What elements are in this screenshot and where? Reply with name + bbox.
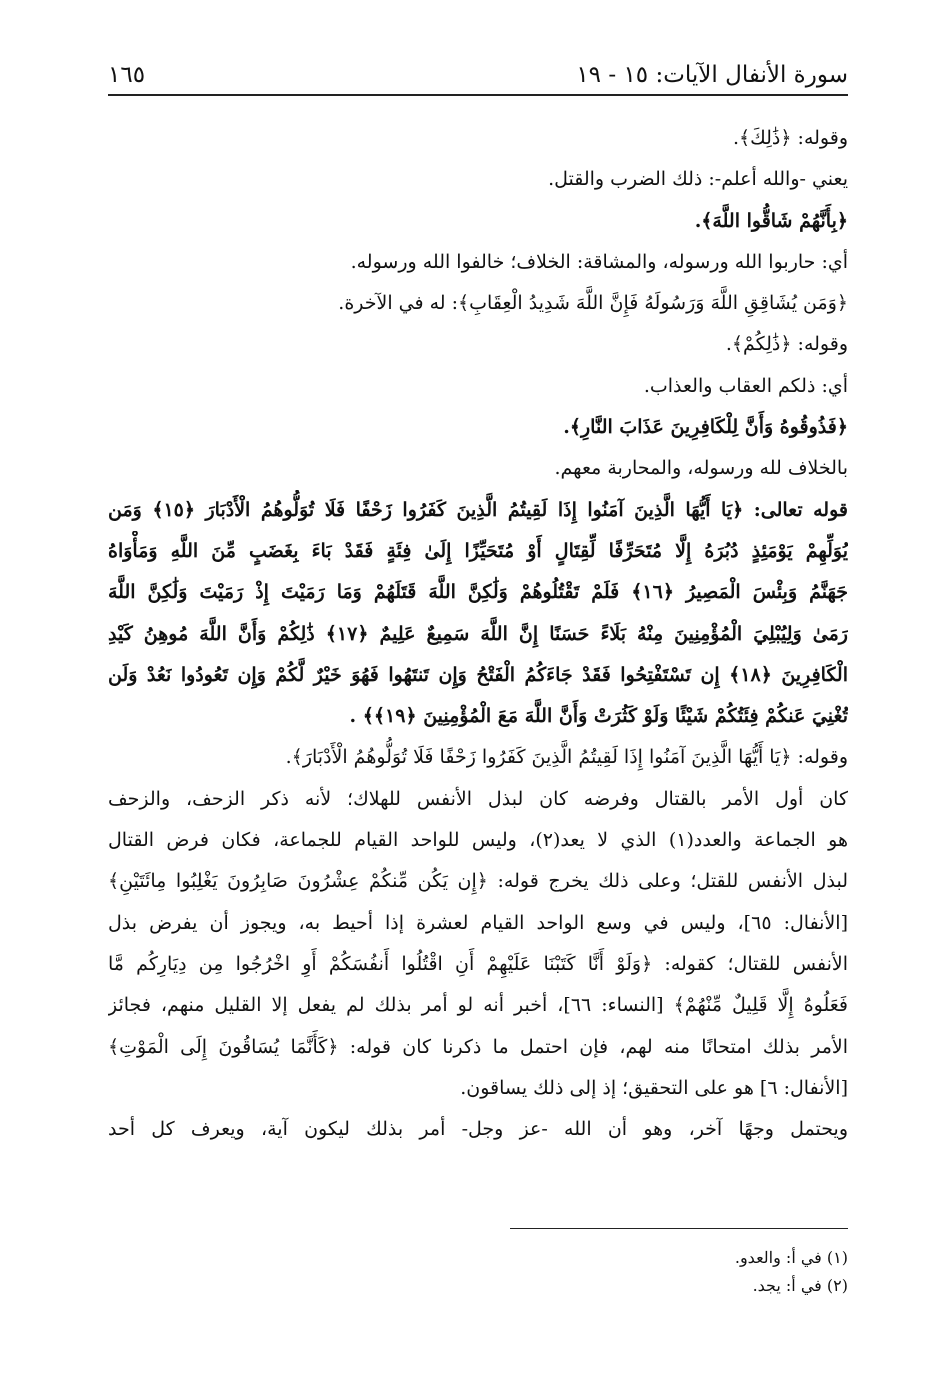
text-line: [الأنفال: ٦٥]، وليس في وسع الواحد القيام لعشرة إذا أحيط به، ويجوز أن يفرض بذل	[108, 911, 848, 934]
text-line: أي: حاربوا الله ورسوله، والمشاقة: الخلاف؛ خالفوا الله ورسوله.	[350, 250, 848, 273]
main-text	[108, 118, 848, 1150]
verse-line: ﴿بِأَنَّهُمْ شَاقُّوا اللَّهَ﴾.	[694, 209, 848, 232]
text-line: [الأنفال: ٦] هو على التحقيق؛ إذ إلى ذلك يساقون.	[460, 1076, 848, 1099]
text-line: الأنفس للقتال؛ كقوله: ﴿وَلَوْ أَنَّا كَتَبْنَا عَلَيْهِمْ أَنِ اقْتُلُوا أَنفُسَكُمْ أَوِ اخْرُجُوا مِن دِيَارِكُم مَّا	[108, 952, 848, 975]
footnote-rule	[510, 1228, 848, 1229]
footnote: (٢) في أ: يجد.	[752, 1276, 848, 1295]
page-number: ١٦٥	[108, 62, 146, 88]
text-line: لبذل الأنفس للقتل؛ وعلى ذلك يخرج قوله: ﴿إِن يَكُن مِّنكُمْ عِشْرُونَ صَابِرُونَ يَغْلِبُوا مِائَتَيْنِ﴾	[108, 870, 848, 893]
text-line: وقوله: ﴿ذَٰلِكَ﴾.	[732, 127, 848, 149]
footnotes	[108, 1244, 848, 1300]
page-header	[108, 58, 848, 92]
verse-line: جَهَنَّمُ وَبِئْسَ الْمَصِيرُ ﴿١٦﴾ فَلَمْ تَقْتُلُوهُمْ وَلَٰكِنَّ اللَّهَ قَتَلَهُمْ وَمَا رَمَيْتَ إِذْ رَمَيْتَ وَلَٰكِنَّ اللَّهَ	[108, 581, 848, 604]
footnote: (١) في أ: والعدو.	[734, 1248, 848, 1267]
text-line: فَعَلُوهُ إِلَّا قَلِيلٌ مِّنْهُمْ﴾ [النساء: ٦٦]، أخبر أنه لو أمر بذلك لم يفعل إلا القليل منهم، فجائز	[108, 994, 848, 1017]
text-line: وقوله: ﴿ذَٰلِكُمْ﴾.	[725, 333, 848, 356]
text-line: وقوله: ﴿يَا أَيُّهَا الَّذِينَ آمَنُوا إِذَا لَقِيتُمُ الَّذِينَ كَفَرُوا زَحْفًا فَلَا تُوَلُّوهُمُ الْأَدْبَارَ﴾.	[285, 746, 848, 769]
text-line: ﴿وَمَن يُشَاقِقِ اللَّهَ وَرَسُولَهُ فَإِنَّ اللَّهَ شَدِيدُ الْعِقَابِ﴾: له في الآخرة.	[338, 292, 848, 315]
verse-line: قوله تعالى: ﴿يَا أَيُّهَا الَّذِينَ آمَنُوا إِذَا لَقِيتُمُ الَّذِينَ كَفَرُوا زَحْفًا فَلَا تُوَلُّوهُمُ الْأَدْبَارَ ﴿١٥﴾ وَمَن	[108, 498, 848, 521]
text-line: هو الجماعة والعدد(١) الذي لا يعد(٢)، وليس للواحد القيام للجماعة، فكان فرض القتال	[108, 829, 848, 852]
verse-line: ﴿فَذُوقُوهُ وَأَنَّ لِلْكَافِرِينَ عَذَابَ النَّارِ﴾.	[563, 416, 848, 439]
text-line: بالخلاف لله ورسوله، والمحاربة معهم.	[554, 457, 848, 480]
verse-line: يُوَلِّهِمْ يَوْمَئِذٍ دُبُرَهُ إِلَّا مُتَحَرِّفًا لِّقِتَالٍ أَوْ مُتَحَيِّزًا إِلَىٰ فِئَةٍ فَقَدْ بَاءَ بِغَضَبٍ مِّنَ اللَّهِ وَمَأْوَاهُ	[108, 539, 848, 562]
text-line: كان أول الأمر بالقتال وفرضه كان لبذل الأنفس للهلاك؛ لأنه ذكر الزحف، والزحف	[108, 787, 848, 810]
text-line: يعني -والله أعلم-: ذلك الضرب والقتل.	[548, 168, 848, 191]
running-title: سورة الأنفال الآيات: ١٥ - ١٩	[576, 62, 848, 88]
verse-line: الْكَافِرِينَ ﴿١٨﴾ إِن تَسْتَفْتِحُوا فَقَدْ جَاءَكُمُ الْفَتْحُ وَإِن تَنتَهُوا فَهُوَ خَيْرٌ لَّكُمْ وَإِن تَعُودُوا نَعُدْ وَلَن	[108, 663, 848, 686]
header-rule	[108, 94, 848, 96]
text-line: أي: ذلكم العقاب والعذاب.	[643, 374, 848, 397]
text-line: الأمر بذلك امتحانًا منه لهم، فإن احتمل ما ذكرنا كان قوله: ﴿كَأَنَّمَا يُسَاقُونَ إِلَى الْمَوْتِ﴾	[108, 1035, 848, 1058]
verse-line: تُغْنِيَ عَنكُمْ فِئَتُكُمْ شَيْئًا وَلَوْ كَثُرَتْ وَأَنَّ اللَّهَ مَعَ الْمُؤْمِنِينَ ﴿١٩﴾﴾ .	[349, 705, 848, 728]
text-line: ويحتمل وجهًا آخر، وهو أن الله -عز وجل- أمر بذلك ليكون آية، ويعرف كل أحد	[108, 1118, 848, 1141]
verse-line: رَمَىٰ وَلِيُبْلِيَ الْمُؤْمِنِينَ مِنْهُ بَلَاءً حَسَنًا إِنَّ اللَّهَ سَمِيعٌ عَلِيمٌ ﴿١٧﴾ ذَٰلِكُمْ وَأَنَّ اللَّهَ مُوهِنُ كَيْدِ	[108, 622, 848, 645]
